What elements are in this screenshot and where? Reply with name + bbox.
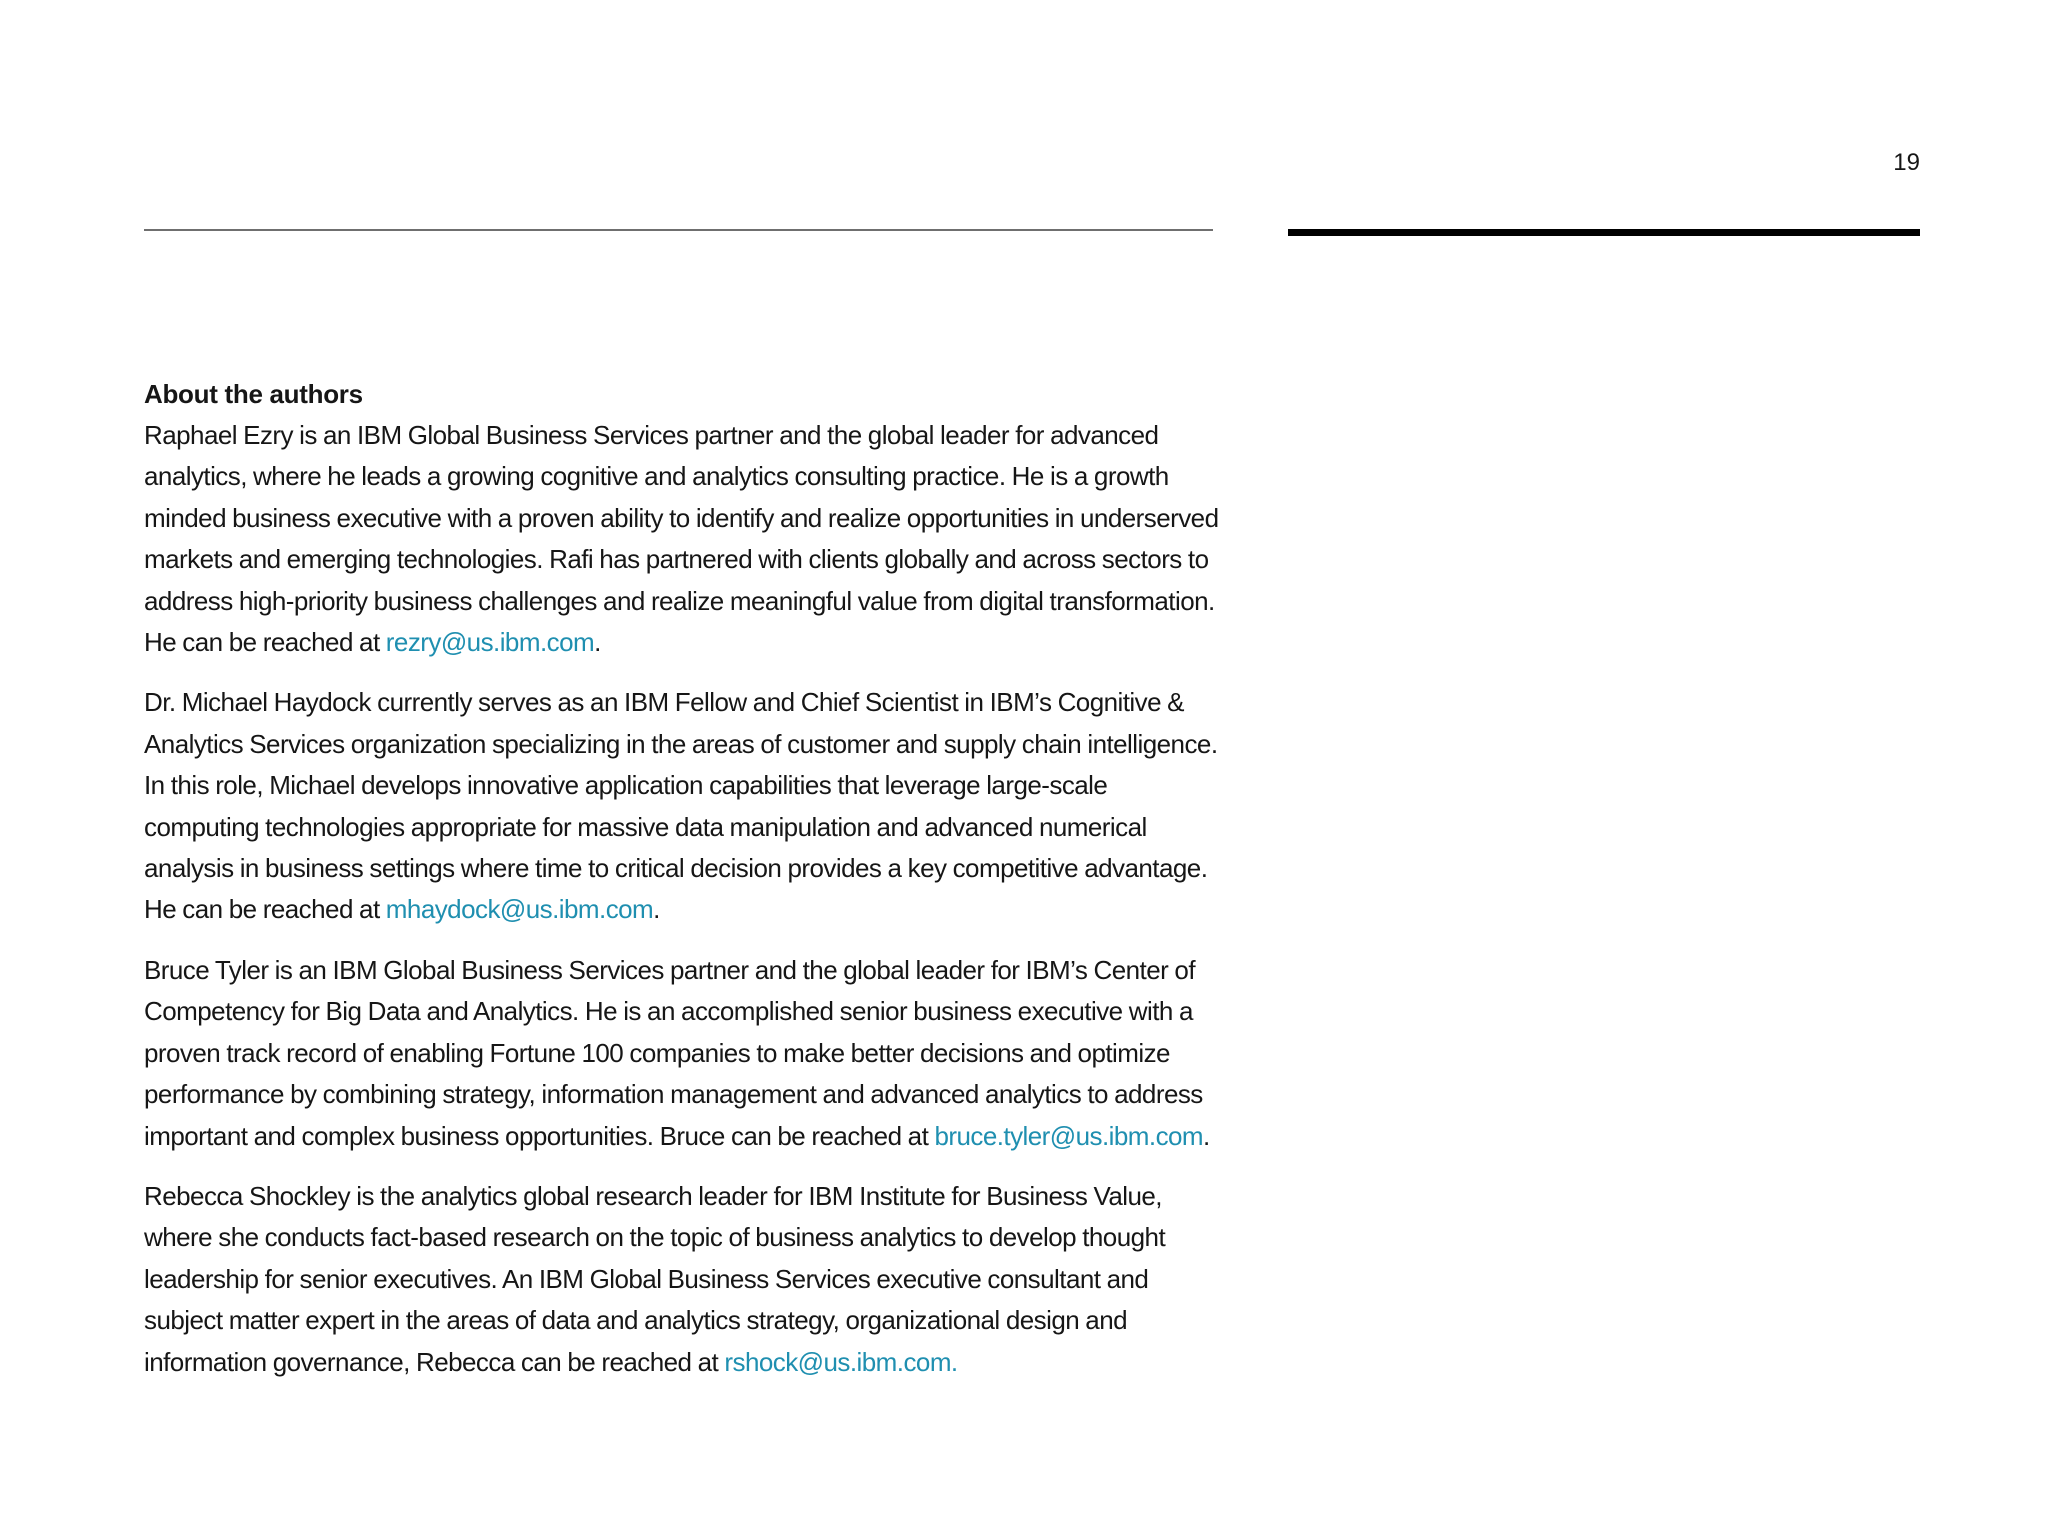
author-bio-suffix: .: [653, 894, 660, 925]
author-email-link[interactable]: rshock@us.ibm.com.: [724, 1346, 958, 1377]
author-bio-raphael-ezry: [144, 415, 1219, 663]
section-divider-thin: [144, 229, 1213, 231]
author-bio-suffix: .: [1203, 1120, 1210, 1151]
author-bio-text: Dr. Michael Haydock currently serves as an IBM Fellow and Chief Scientist in IBM’s Cognitive & Analytics Services organization specializing in the areas of customer and supply chain intelligence. In this role, Michael develops innovative application capabilities that leverage large-scale computing technologies appropriate for massive data manipulation and advanced numerical analysis in business settings where time to critical decision provides a key competitive advantage. He can be reached at: [144, 687, 1218, 925]
author-bio-suffix: .: [594, 627, 601, 658]
author-email-link[interactable]: rezry@us.ibm.com: [385, 627, 595, 658]
section-divider-thick: [1288, 229, 1920, 236]
author-email-link[interactable]: bruce.tyler@us.ibm.com: [934, 1120, 1204, 1151]
author-email-link[interactable]: mhaydock@us.ibm.com: [385, 894, 654, 925]
page-number: 19: [1893, 149, 1920, 176]
author-bio-text: Rebecca Shockley is the analytics global research leader for IBM Institute for Business Value, where she conducts fact-based research on the topic of business analytics to develop thought leadership for senior executives. An IBM Global Business Services executive consultant and subject matter expert in the areas of data and analytics strategy, organizational design and information governance, Rebecca can be reached at: [144, 1180, 1166, 1377]
author-bio-michael-haydock: [144, 682, 1219, 930]
author-bio-text: Raphael Ezry is an IBM Global Business Services partner and the global leader for advanced analytics, where he leads a growing cognitive and analytics consulting practice. He is a growth minded business executive with a proven ability to identify and realize opportunities in underserved markets and emerging technologies. Rafi has partnered with clients globally and across sectors to address high-priority business challenges and realize meaningful value from digital transformation. He can be reached at: [144, 420, 1219, 658]
section-heading: About the authors: [144, 379, 363, 409]
author-bio-bruce-tyler: [144, 950, 1219, 1157]
author-bio-rebecca-shockley: [144, 1176, 1219, 1383]
author-bio-text: Bruce Tyler is an IBM Global Business Services partner and the global leader for IBM’s Center of Competency for Big Data and Analytics. He is an accomplished senior business executive with a proven track record of enabling Fortune 100 companies to make better decisions and optimize performance by combining strategy, information management and advanced analytics to address important and complex business opportunities. Bruce can be reached at: [144, 954, 1203, 1151]
about-authors-section: [144, 374, 1219, 1402]
